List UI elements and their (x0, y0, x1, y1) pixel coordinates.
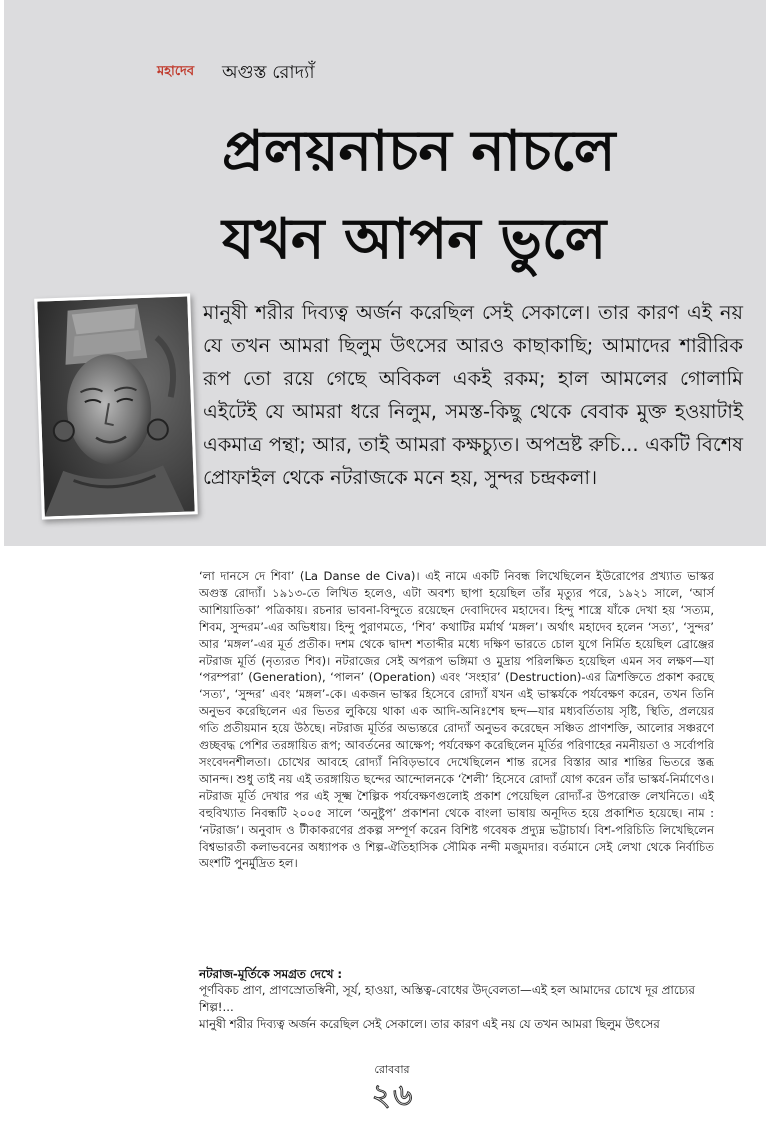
headline-line-1: প্রলয়নাচন নাচলে (222, 119, 616, 184)
publication-name: রোববার (374, 1063, 410, 1076)
intro-paragraph: মানুষী শরীর দিব্যত্ব অর্জন করেছিল সেই সেকালে। তার কারণ এই নয় যে তখন আমরা ছিলুম উৎসের আরও কাছাকাছি; আমাদের শারীরিক রূপ তো রয়ে গেছে অবিকল একই রকম; হাল আমলের গোলামি এইটেই যে আমরা ধরে নিলুম, সমস্ত-কিছু থেকে বেবাক মুক্ত হওয়াটাই একমাত্র পন্থা; আর, তাই আমরা কক্ষচ্যুত। অপভ্রষ্ট রুচি... একটি বিশেষ প্রোফাইল থেকে নটরাজকে মনে হয়, সুন্দর চন্দ্রকলা। (203, 301, 743, 489)
sculpture-image-icon (37, 296, 194, 516)
section-label: মহাদেব (157, 64, 195, 79)
headline-line-2: যখন আপন ভুলে (222, 207, 607, 273)
subsection-quote: পূর্ণবিকচ প্রাণ, প্রাণস্রোতস্বিনী, সূর্য, হাওয়া, অস্তিত্ব-বোধের উদ্‌বেলতা—এই হল আমাদের চোখে দূর প্রাচ্যের শিল্প!... (199, 983, 695, 1014)
headline (222, 108, 742, 285)
article-body: ‘লা দানসে দে শিবা’ (La Danse de Civa)। এই নামে একটি নিবন্ধ লিখেছিলেন ইউরোপের প্রখ্যাত ভাস্কর অগুস্ত রোদ্যাঁ। ১৯১৩-তে লিখিত হলেও, এটা অবশ্য ছাপা হয়েছিল তাঁর মৃত্যুর পরে, ১৯২১ সালে, ‘আর্স আশিয়াতিকা’ পত্রিকায়। রচনার ভাবনা-বিন্দুতে রয়েছেন দেবাদিদেব মহাদেব। হিন্দু শাস্ত্রে যাঁকে দেখা হয় ‘সত্যম, শিবম, সুন্দরম’-এর অভিধায়। হিন্দু পুরাণমতে, ‘শিব’ কথাটির মর্মার্থ ‘মঙ্গল’। অর্থাৎ মহাদেব হলেন ‘সত্য’, ‘সুন্দর’ আর ‘মঙ্গল’-এর মূর্ত প্রতীক। দশম থেকে দ্বাদশ শতাব্দীর মধ্যে দক্ষিণ ভারতে চোল যুগে নির্মিত হয়েছিল ব্রোঞ্জের নটরাজ মূর্তি (নৃত্যরত শিব)। নটরাজের সেই অপরূপ ভঙ্গিমা ও মুদ্রায় পরিলক্ষিত হয়েছিল এমন সব লক্ষণ—যা ‘পরম্পরা’ (Generation), ‘পালন’ (Operation) এবং ‘সংহার’ (Destruction)-এর ত্রিশক্তিতে প্রকাশ করছে ‘সত্য’, ‘সুন্দর’ এবং ‘মঙ্গল’-কে। একজন ভাস্কর হিসেবে রোদ্যাঁ যখন এই ভাস্কর্যকে পর্যবেক্ষণ করেন, তখন তিনি অনুভব করেছিলেন এর ভিতর লুকিয়ে থাকা এক আদি-অনিঃশেষ ছন্দ—যার মধ্যবর্তিতায় সৃষ্টি, স্থিতি, প্রলয়ের গতি প্রতীয়মান হয়ে উঠছে। নটরাজ মূর্তির অভ্যন্তরে রোদ্যাঁ অনুভব করেছেন সঞ্চিত প্রাণশক্তি, আলোর সঞ্চরণে গুচ্ছবদ্ধ পেশির তরঙ্গায়িত রূপ; আবর্তনের আক্ষেপ; পর্যবেক্ষণ করেছিলেন মূর্তির পরিণাহের নমনীয়তা ও সর্বোপরি সংবেদনশীলতা। চোখের আবহে রোদ্যাঁ নিবিড়ভাবে দেখেছিলেন শান্ত রসের বিস্তার আর শান্তির ভিতরে স্তব্ধ আনন্দ। শুধু তাই নয় এই তরঙ্গায়িত ছন্দের আন্দোলনকে ‘শৈলী’ হিসেবে রোদ্যাঁ যোগ করেন তাঁর ভাস্কর্য-নির্মাণেও। নটরাজ মূর্তি দেখার পর এই সূক্ষ্ম শৈল্পিক পর্যবেক্ষণগুলোই প্রকাশ পেয়েছিল রোদ্যাঁ-র উপরোক্ত লেখনিতে। এই বহুবিখ্যাত নিবন্ধটি ২০০৫ সালে ‘অনুষ্টুপ’ প্রকাশনা থেকে বাংলা ভাষায় অনূদিত হয়ে প্রকাশিত হয়েছে। নাম : ‘নটরাজ’। অনুবাদ ও টীকাকরণের প্রকল্প সম্পূর্ণ করেন বিশিষ্ট গবেষক প্রদ্যুম্ন ভট্টাচার্য। বিশ-পরিচিতি লিখেছিলেন বিশ্বভারতী কলাভবনের অধ্যাপক ও শিল্প-ঐতিহাসিক সৌমিক নন্দী মজুমদার। বর্তমানে সেই লেখা থেকে নির্বাচিত অংশটি পুনর্মুদ্রিত হল। (199, 569, 714, 871)
subsection-heading: নটরাজ-মূর্তিকে সমগ্রত দেখে : (199, 967, 343, 981)
nataraja-sculpture-photo (34, 293, 198, 519)
subsection-quote-continued: মানুষী শরীর দিব্যত্ব অর্জন করেছিল সেই সেকালে। তার কারণ এই নয় যে তখন আমরা ছিলুম উৎসের (199, 1017, 660, 1031)
author-name: অগুস্ত রোদ্যাঁ (222, 62, 315, 83)
page-number: ২৬ (371, 1078, 415, 1113)
